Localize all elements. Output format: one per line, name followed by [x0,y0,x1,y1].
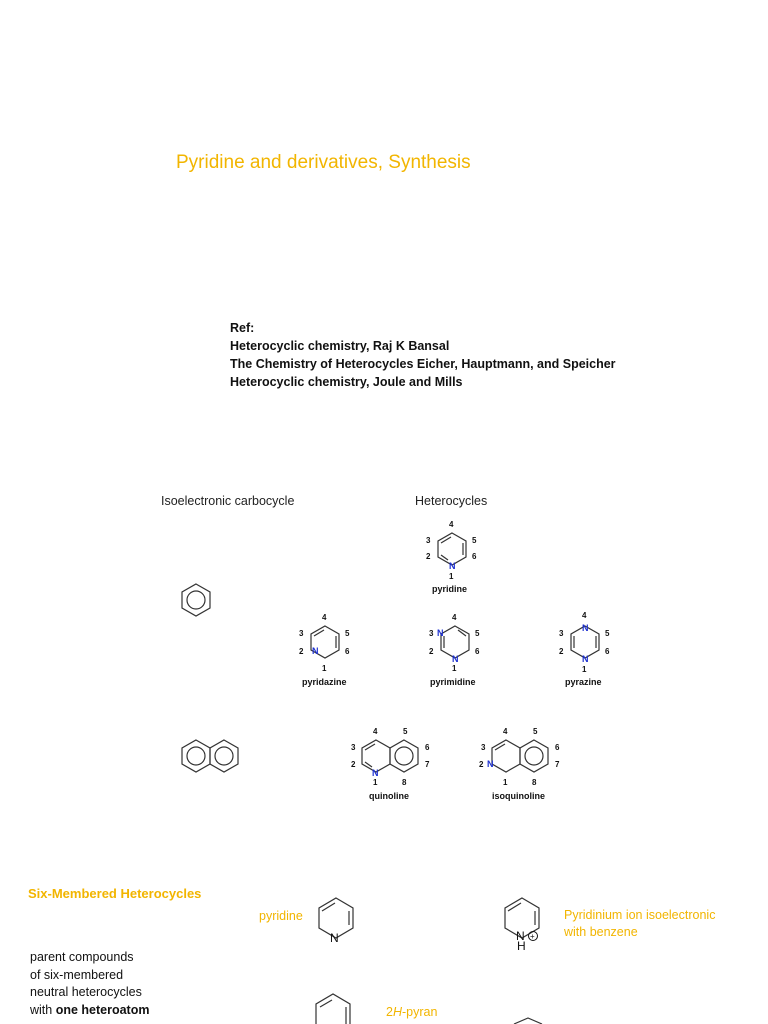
references-label: Ref: [230,321,255,335]
svg-text:3: 3 [351,743,356,752]
svg-text:6: 6 [475,647,480,656]
svg-text:5: 5 [475,629,480,638]
reference-item: The Chemistry of Heterocycles Eicher, Hauptmann, and Speicher [230,357,616,371]
svg-text:7: 7 [555,760,560,769]
nitrogen-label: N [437,628,444,638]
parent-compounds-text: parent compounds of six-membered neutral heterocycles with one heteroatom [30,950,150,1017]
svg-text:3: 3 [429,629,434,638]
svg-text:8: 8 [402,778,407,787]
nitrogen-label: N [312,646,319,656]
svg-text:4: 4 [449,520,454,529]
svg-text:+: + [530,932,535,941]
nitrogen-label: N [449,561,456,571]
svg-text:4: 4 [322,613,327,622]
pyridinium-note: Pyridinium ion isoelectronic with benzene [564,908,716,939]
svg-text:5: 5 [533,727,538,736]
compound-caption: quinoline [369,791,409,801]
svg-text:4: 4 [582,611,587,620]
heterocycles-header: Heterocycles [415,494,488,508]
nitrogen-label: N [372,768,379,778]
svg-text:5: 5 [403,727,408,736]
svg-text:6: 6 [345,647,350,656]
reference-item: Heterocyclic chemistry, Joule and Mills [230,375,463,389]
svg-text:3: 3 [559,629,564,638]
svg-text:5: 5 [605,629,610,638]
svg-text:6: 6 [425,743,430,752]
svg-text:5: 5 [345,629,350,638]
svg-text:4: 4 [503,727,508,736]
compound-caption: pyridazine [302,677,347,687]
svg-text:2: 2 [426,552,431,561]
nitrogen-label: N [516,929,525,943]
svg-text:3: 3 [426,536,431,545]
svg-text:7: 7 [425,760,430,769]
svg-text:5: 5 [472,536,477,545]
nitrogen-label: N [582,623,589,633]
compound-caption: pyrazine [565,677,602,687]
svg-text:8: 8 [532,778,537,787]
svg-text:1: 1 [373,778,378,787]
nitrogen-label: N [487,759,494,769]
naphthalene-structure [182,740,238,772]
svg-text:1: 1 [452,664,457,673]
page-title: Pyridine and derivatives, Synthesis [176,152,471,173]
compound-caption: pyrimidine [430,677,476,687]
svg-text:H: H [517,939,526,953]
compound-caption: isoquinoline [492,791,545,801]
isoelectronic-carbocycle-header: Isoelectronic carbocycle [161,494,295,508]
compound-caption: pyridine [432,584,468,594]
reference-item: Heterocyclic chemistry, Raj K Bansal [230,339,450,353]
pyran-structure [316,994,350,1024]
svg-text:1: 1 [503,778,508,787]
svg-text:6: 6 [472,552,477,561]
svg-text:2: 2 [351,760,356,769]
pyridine-label: pyridine [259,909,303,923]
svg-text:6: 6 [605,647,610,656]
svg-text:2: 2 [429,647,434,656]
svg-text:3: 3 [299,629,304,638]
svg-text:1: 1 [449,572,454,581]
pyran-label: 2H-pyran [386,1005,438,1019]
svg-text:2: 2 [299,647,304,656]
svg-text:4: 4 [373,727,378,736]
nitrogen-label: N [452,654,459,664]
svg-text:1: 1 [322,664,327,673]
svg-text:2: 2 [559,647,564,656]
nitrogen-label: N [330,931,339,945]
section-heading: Six-Membered Heterocycles [28,886,202,901]
nitrogen-label: N [582,654,589,664]
svg-text:1: 1 [582,665,587,674]
quinoline-structure [362,740,418,772]
partial-structure [514,1018,542,1024]
benzene-structure [182,584,210,616]
isoquinoline-structure [492,740,548,772]
svg-text:4: 4 [452,613,457,622]
svg-text:3: 3 [481,743,486,752]
svg-text:6: 6 [555,743,560,752]
svg-text:2: 2 [479,760,484,769]
